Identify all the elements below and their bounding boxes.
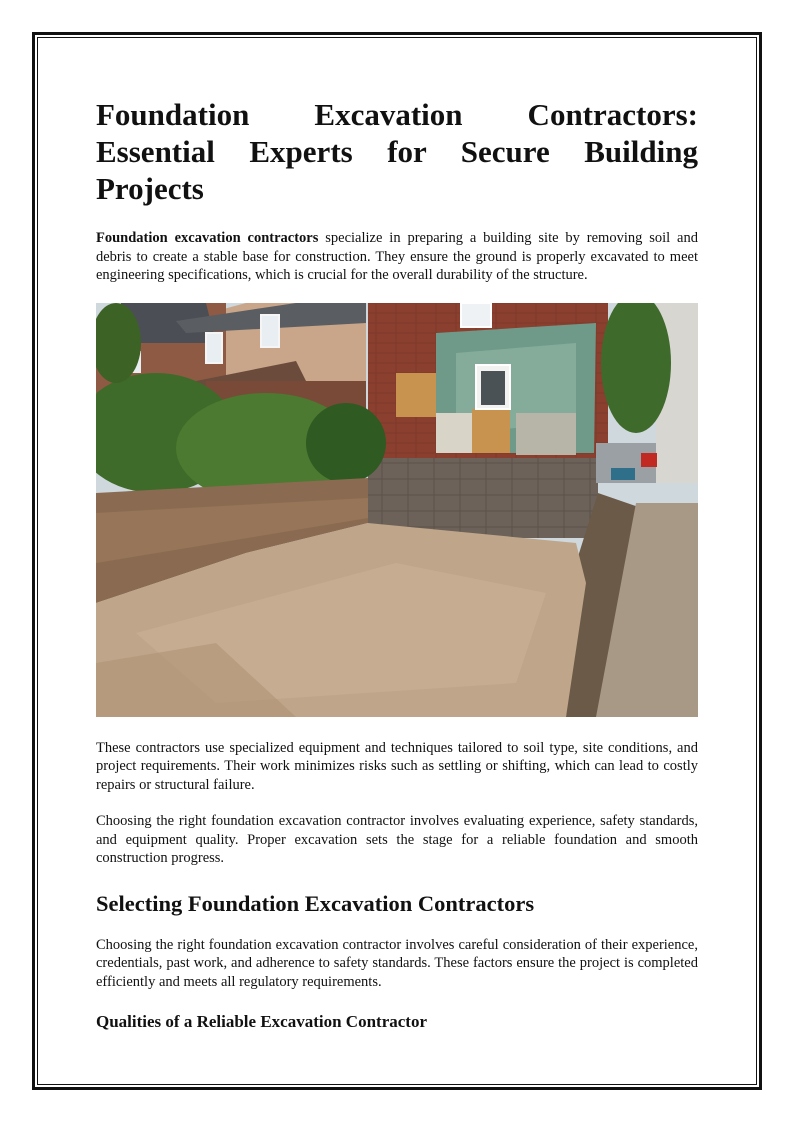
- intro-paragraph: [96, 229, 698, 285]
- subheading: Qualities of a Reliable Excavation Contractor: [96, 1012, 427, 1031]
- intro-text: specialize in preparing a building site by removing soil and debris to create a stable base for construction. They ensure the ground is properly excavated to meet engineering specifications, which is crucial for the overall durability of the structure.: [96, 230, 698, 283]
- document-title: Foundation Excavation Contractors: Essential Experts for Secure Building Projects: [96, 97, 698, 206]
- document-body: [96, 96, 698, 1033]
- section-heading: Selecting Foundation Excavation Contractors: [96, 890, 535, 916]
- excavation-site-photo: [96, 303, 698, 717]
- body-paragraph-equipment: These contractors use specialized equipment and techniques tailored to soil type, site conditions, and project requirements. Their work minimizes risks such as settling or shifting, which can lead to costly repairs or structural failure.: [96, 739, 698, 793]
- body-paragraph-selecting: Choosing the right foundation excavation contractor involves careful consideration of their experience, credentials, past work, and adherence to safety standards. These factors ensure the project is completed efficiently and meets all regulatory requirements.: [96, 936, 698, 990]
- intro-bold-term: Foundation excavation contractors: [96, 230, 319, 246]
- body-paragraph-choosing: Choosing the right foundation excavation contractor involves evaluating experience, safety standards, and equipment quality. Proper excavation sets the stage for a reliable foundation and smooth construction progress.: [96, 813, 698, 866]
